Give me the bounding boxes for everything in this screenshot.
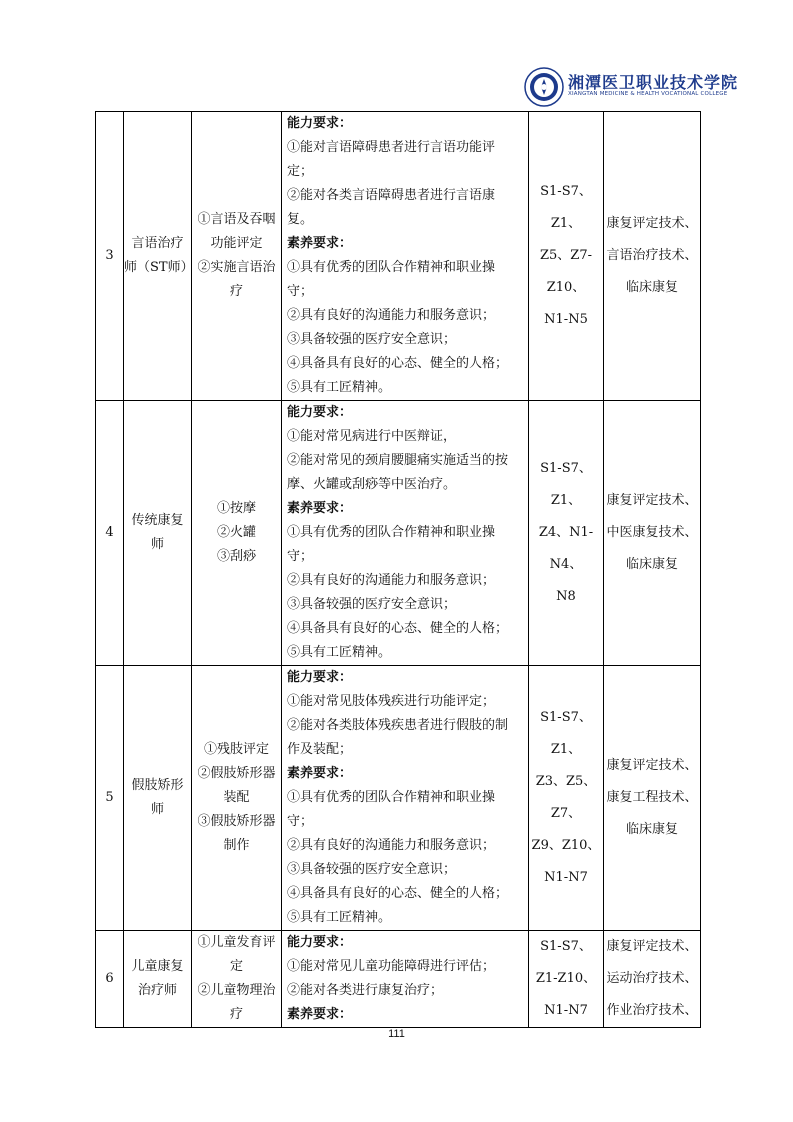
- job-title-cell: [124, 666, 192, 931]
- row-number: 3: [96, 112, 124, 401]
- quality-line: ③具备较强的医疗安全意识；: [287, 332, 457, 347]
- code-line: N1-N7: [544, 1003, 588, 1018]
- quality-line: ①具有优秀的团队合作精神和职业操: [287, 525, 496, 540]
- code-line: N8: [556, 589, 576, 604]
- work-task-cell: [192, 401, 282, 666]
- school-emblem-icon: [524, 67, 564, 107]
- course-line: 运动治疗技术、: [606, 971, 698, 986]
- course-line: 临床康复: [625, 280, 678, 295]
- work-task-line: ①残肢评定: [203, 742, 269, 757]
- work-task-line: 装配: [223, 790, 250, 805]
- job-title-line: 师（ST师）: [124, 260, 194, 275]
- quality-heading: 素养要求：: [287, 236, 353, 251]
- ability-line: 复。: [287, 212, 314, 227]
- job-title-line: 师: [150, 802, 164, 817]
- quality-line: ④具备具有良好的心态、健全的人格；: [287, 356, 509, 371]
- quality-line: ⑤具有工匠精神。: [287, 910, 392, 925]
- table-row: [96, 931, 701, 1028]
- row-number: 5: [96, 666, 124, 931]
- job-title-line: 治疗师: [137, 983, 177, 998]
- work-task-cell: [192, 931, 282, 1028]
- ability-line: ②能对各类肢体残疾患者进行假肢的制: [287, 718, 509, 733]
- course-line: 康复评定技术、: [606, 758, 698, 773]
- requirements-cell: [282, 112, 529, 401]
- code-line: Z5、Z7-Z10、: [539, 248, 592, 295]
- ability-heading: 能力要求：: [287, 116, 353, 131]
- quality-line: ⑤具有工匠精神。: [287, 645, 392, 660]
- quality-line: ④具备具有良好的心态、健全的人格；: [287, 886, 509, 901]
- quality-line: ④具备具有良好的心态、健全的人格；: [287, 621, 509, 636]
- quality-line: ⑤具有工匠精神。: [287, 380, 392, 395]
- row-number: 6: [96, 931, 124, 1028]
- page-number: 111: [388, 1028, 405, 1040]
- work-task-line: 功能评定: [210, 236, 263, 251]
- ability-line: ①能对常见儿童功能障碍进行评估；: [287, 959, 496, 974]
- course-line: 中医康复技术、: [606, 525, 698, 540]
- job-title-line: 假肢矫形: [131, 778, 184, 793]
- work-task-cell: [192, 112, 282, 401]
- course-cell: [604, 401, 701, 666]
- course-line: 康复评定技术、: [606, 493, 698, 508]
- requirements-cell: [282, 401, 529, 666]
- quality-line: 守；: [287, 814, 314, 829]
- code-line: S1-S7、: [540, 939, 592, 954]
- job-title-cell: [124, 931, 192, 1028]
- quality-heading: 素养要求：: [287, 766, 353, 781]
- school-name-cn: 湘潭医卫职业技术学院: [568, 73, 739, 92]
- code-line: Z3、Z5、Z7、: [535, 774, 597, 821]
- ability-heading: 能力要求：: [287, 935, 353, 950]
- ability-line: 摩、火罐或刮痧等中医治疗。: [287, 477, 457, 492]
- quality-heading: 素养要求：: [287, 1007, 353, 1022]
- course-cell: [604, 931, 701, 1028]
- work-task-line: ②火罐: [216, 525, 256, 540]
- work-task-line: 疗: [229, 1007, 243, 1022]
- code-line: S1-S7、Z1、: [540, 710, 592, 757]
- work-task-list: [197, 738, 275, 858]
- quality-line: 守；: [287, 284, 314, 299]
- code-cell: [529, 112, 604, 401]
- code-line: N1-N5: [544, 312, 588, 327]
- code-line: Z4、N1-N4、: [538, 525, 594, 572]
- quality-line: ③具备较强的医疗安全意识；: [287, 862, 457, 877]
- work-task-list: [197, 208, 275, 304]
- work-task-list: [197, 931, 275, 1027]
- table-row: [96, 401, 701, 666]
- work-task-line: 定: [229, 959, 243, 974]
- course-line: 言语治疗技术、: [606, 248, 698, 263]
- code-line: Z9、Z10、: [531, 838, 601, 853]
- job-title-line: 传统康复: [131, 513, 184, 528]
- job-title-line: 儿童康复: [131, 959, 184, 974]
- ability-line: ①能对常见肢体残疾进行功能评定；: [287, 694, 496, 709]
- school-name-en: XIANGTAN MEDICINE & HEALTH VOCATIONAL COLLEGE: [568, 91, 728, 97]
- ability-line: ②能对各类言语障碍患者进行言语康: [287, 188, 496, 203]
- ability-heading: 能力要求：: [287, 670, 353, 685]
- code-line: N1-N7: [544, 870, 588, 885]
- code-cell: [529, 931, 604, 1028]
- table-row: [96, 112, 701, 401]
- quality-line: ②具有良好的沟通能力和服务意识；: [287, 308, 496, 323]
- work-task-line: ①按摩: [216, 501, 256, 516]
- work-task-line: ③刮痧: [216, 549, 256, 564]
- work-task-line: ②假肢矫形器: [197, 766, 276, 781]
- code-line: S1-S7、Z1、: [540, 184, 592, 231]
- code-cell: [529, 666, 604, 931]
- course-line: 临床康复: [625, 822, 678, 837]
- work-task-line: ②儿童物理治: [197, 983, 276, 998]
- job-requirements-table: [95, 111, 701, 1028]
- quality-line: ③具备较强的医疗安全意识；: [287, 597, 457, 612]
- work-task-line: ②实施言语治: [197, 260, 276, 275]
- quality-line: ②具有良好的沟通能力和服务意识；: [287, 573, 496, 588]
- work-task-line: ①儿童发育评: [197, 935, 276, 950]
- quality-line: ①具有优秀的团队合作精神和职业操: [287, 260, 496, 275]
- job-title-cell: [124, 401, 192, 666]
- job-title-cell: [124, 112, 192, 401]
- quality-line: ①具有优秀的团队合作精神和职业操: [287, 790, 496, 805]
- school-logo: [524, 67, 739, 107]
- course-line: 康复评定技术、: [606, 216, 698, 231]
- course-line: 临床康复: [625, 557, 678, 572]
- course-line: 作业治疗技术、: [606, 1003, 698, 1018]
- work-task-line: 疗: [229, 284, 243, 299]
- work-task-cell: [192, 666, 282, 931]
- code-line: Z1-Z10、: [535, 971, 597, 986]
- code-line: S1-S7、Z1、: [540, 461, 592, 508]
- ability-line: 作及装配；: [287, 742, 353, 757]
- job-title-line: 言语治疗: [131, 236, 184, 251]
- quality-line: 守；: [287, 549, 314, 564]
- course-line: 康复评定技术、: [606, 939, 698, 954]
- table-row: [96, 666, 701, 931]
- requirements-cell: [282, 666, 529, 931]
- work-task-line: ③假肢矫形器: [197, 814, 276, 829]
- ability-line: ②能对各类进行康复治疗；: [287, 983, 444, 998]
- course-cell: [604, 112, 701, 401]
- work-task-line: ①言语及吞咽: [197, 212, 276, 227]
- course-line: 康复工程技术、: [606, 790, 698, 805]
- ability-line: ②能对常见的颈肩腰腿痛实施适当的按: [287, 453, 509, 468]
- job-title-line: 师: [150, 537, 164, 552]
- quality-heading: 素养要求：: [287, 501, 353, 516]
- ability-line: ①能对言语障碍患者进行言语功能评: [287, 140, 496, 155]
- work-task-line: 制作: [223, 838, 250, 853]
- ability-line: ①能对常见病进行中医辩证，: [287, 429, 457, 444]
- requirements-cell: [282, 931, 529, 1028]
- work-task-list: [217, 497, 256, 569]
- quality-line: ②具有良好的沟通能力和服务意识；: [287, 838, 496, 853]
- ability-heading: 能力要求：: [287, 405, 353, 420]
- ability-line: 定；: [287, 164, 314, 179]
- course-cell: [604, 666, 701, 931]
- code-cell: [529, 401, 604, 666]
- row-number: 4: [96, 401, 124, 666]
